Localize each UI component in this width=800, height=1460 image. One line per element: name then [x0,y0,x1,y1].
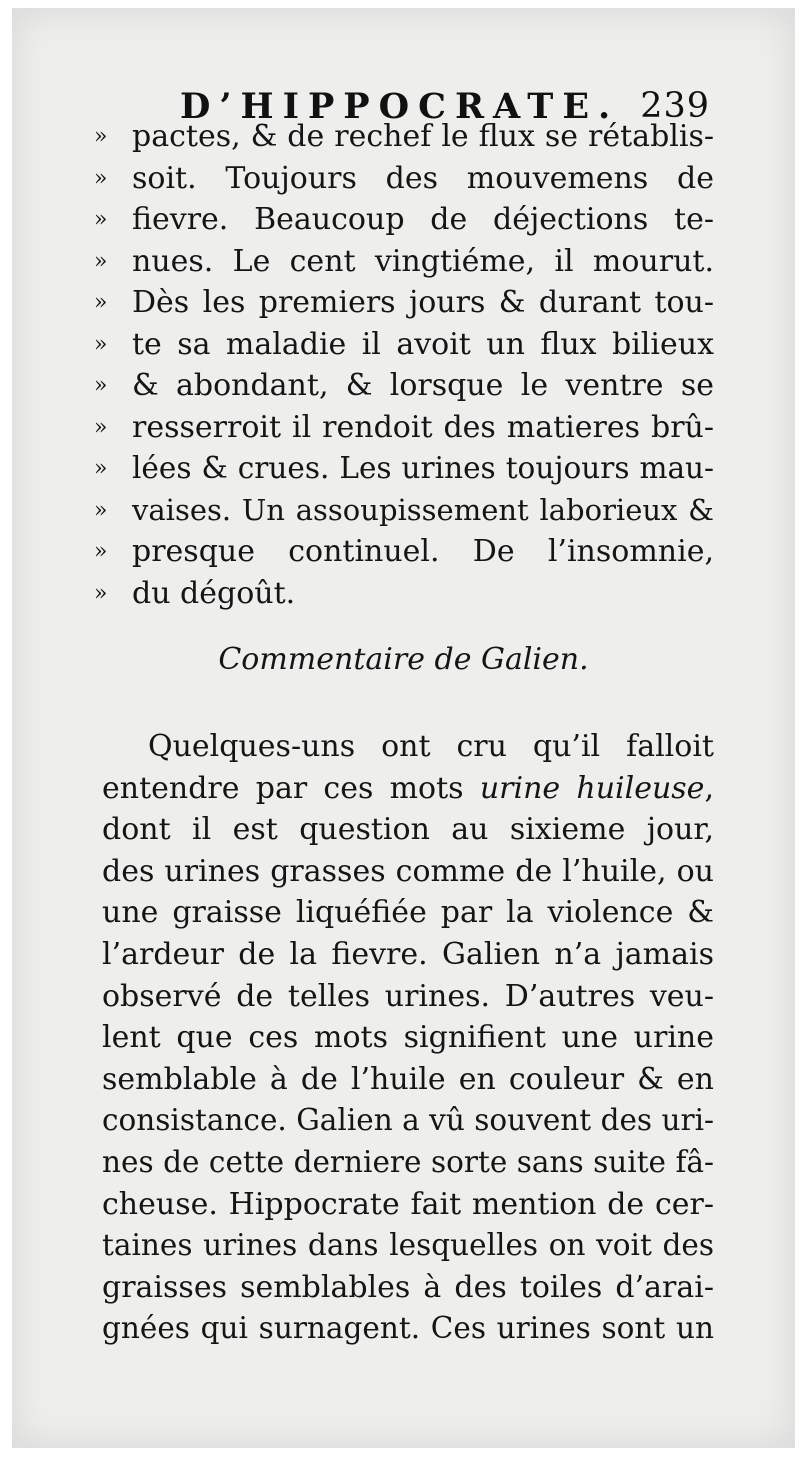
line-text-before: entendre par ces mots [102,770,480,806]
quote-mark: » [94,207,108,232]
text-line [94,573,714,615]
line-text: soit. Toujours des mouvemens de [132,160,714,196]
text-line [94,490,714,532]
page-number: 239 [640,86,710,126]
text-line: graisses semblables à des toiles d’arai- [102,1269,714,1305]
text-line: l’ardeur de la fievre. Galien n’a jamais [102,936,714,972]
text-line: lent que ces mots signifient une urine [102,1020,714,1056]
commentary-paragraph [102,726,714,1350]
text-line [94,282,714,324]
text-line: dont il est question au sixieme jour, [102,812,714,848]
text-line [94,324,714,366]
quote-mark: » [94,290,108,315]
quote-mark: » [94,165,108,191]
quote-mark: » [94,497,108,523]
line-text: resserroit il rendoit des matieres brû- [132,409,714,445]
quoted-case-text [94,116,714,614]
text-line [94,448,714,490]
text-line [94,116,714,158]
line-text: & abondant, & lorsque le ventre se [132,368,714,403]
line-text: pactes, & de rechef le flux se rétablis- [132,119,714,154]
line-text: fievre. Beaucoup de déjections te- [132,202,714,237]
text-line: cheuse. Hippocrate fait mention de cer- [102,1186,714,1222]
line-text: vaises. Un assoupissement laborieux & [132,492,714,527]
text-line: Quelques-uns ont cru qu’il falloit [148,729,714,764]
text-line: des urines grasses comme de l’huile, ou [102,853,714,889]
line-text: Dès les premiers jours & durant tou- [132,285,714,320]
text-line: une graisse liquéfiée par la violence & [102,895,714,931]
text-line [102,768,714,810]
text-line: consistance. Galien a vû souvent des uri- [102,1103,714,1138]
line-text: te sa maladie il avoit un flux bilieux [132,326,714,362]
text-line [94,531,714,573]
text-line [94,241,714,283]
quote-mark: » [94,248,108,274]
line-text: presque continuel. De l’insomnie, [132,534,714,569]
quote-mark: » [94,331,108,357]
text-line: taines urines dans lesquelles on voit des [102,1228,714,1263]
text-line: nes de cette derniere sorte sans suite fâ- [102,1144,714,1179]
quote-mark: » [94,456,108,481]
quote-mark: » [94,539,108,564]
text-line [94,199,714,241]
section-heading: Commentaire de Galien. [218,642,589,677]
line-text: lées & crues. Les urines toujours mau- [132,451,714,485]
text-line [94,365,714,407]
quote-mark: » [94,414,108,440]
line-text-after: , [704,770,714,806]
text-line [94,407,714,449]
book-page [12,8,795,1448]
text-line [94,158,714,200]
line-text: nues. Le cent vingtiéme, il mourut. [132,243,714,279]
quote-mark: » [94,373,108,398]
text-line: semblable à de l’huile en couleur & en [102,1061,714,1097]
text-line: observé de telles urines. D’autres veu- [102,978,714,1014]
italic-term: urine huileuse [479,770,705,806]
quote-mark: » [94,580,108,606]
text-line: gnées qui surnagent. Ces urines sont un [102,1311,714,1346]
running-title: D’HIPPOCRATE. [180,86,620,127]
line-text: du dégoût. [132,575,296,611]
quote-mark: » [94,124,108,149]
